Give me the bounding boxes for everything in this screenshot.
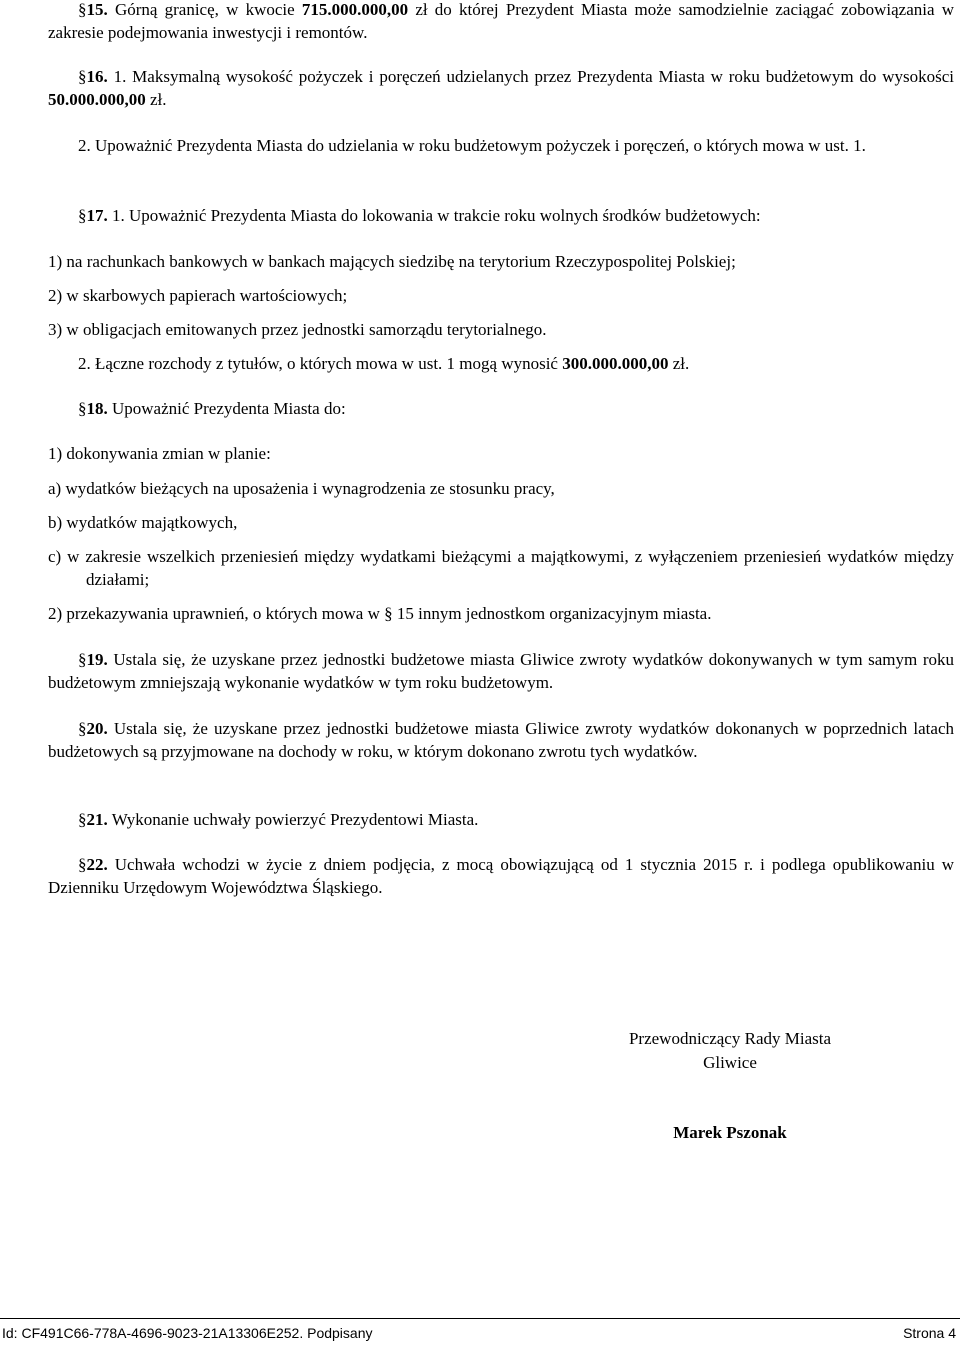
paragraph-sign: § <box>78 855 87 874</box>
paragraph-sign: § <box>384 604 393 623</box>
section-number: 19. <box>86 650 108 669</box>
paragraph-sign: § <box>78 0 87 19</box>
section-number: 18. <box>86 399 108 418</box>
document-id: Id: CF491C66-778A-4696-9023-21A13306E252. Podpisany <box>2 1325 373 1341</box>
section-number: 22. <box>86 855 108 874</box>
footer-divider <box>0 1318 960 1319</box>
section-16-para-1: §16. 1. Maksymalną wysokość pożyczek i poręczeń udzielanych przez Prezydenta Miasta w roku budżetowym do wysokości 50.000.000,00 zł. <box>48 67 954 109</box>
section-22: §22. Uchwała wchodzi w życie z dniem podjęcia, z mocą obowiązującą od 1 stycznia 2015 r. i podlega opublikowaniu w Dzienniku Urzędowym Województwa Śląskiego. <box>48 855 954 897</box>
sub-list-item: c) w zakresie wszelkich przeniesień między wydatkami bieżącymi a majątkowymi, z wyłączeniem przeniesień wydatków między działami; <box>48 547 954 589</box>
section-number: 21. <box>86 810 108 829</box>
signature-role: Przewodniczący Rady Miasta <box>628 1029 832 1048</box>
list-item: 3) w obligacjach emitowanych przez jednostki samorządu terytorialnego. <box>48 320 547 339</box>
section-17-intro: §17. 1. Upoważnić Prezydenta Miasta do lokowania w trakcie roku wolnych środków budżetowych: <box>78 206 761 225</box>
signature-name: Marek Pszonak <box>673 1123 787 1142</box>
section-17-para-2: 2. Łączne rozchody z tytułów, o których mowa w ust. 1 mogą wynosić 300.000.000,00 zł. <box>78 354 690 373</box>
section-number: 17. <box>86 206 108 225</box>
paragraph-sign: § <box>78 67 87 86</box>
section-19: §19. Ustala się, że uzyskane przez jednostki budżetowe miasta Gliwice zwroty wydatków dokonywanych w tym samym roku budżetowym zmniejszają wykonanie wydatków w tym roku budżetowym. <box>48 650 954 692</box>
paragraph-sign: § <box>78 399 87 418</box>
page-number: Strona 4 <box>903 1325 956 1341</box>
sub-list-item: a) wydatków bieżących na uposażenia i wynagrodzenia ze stosunku pracy, <box>48 479 555 498</box>
paragraph-sign: § <box>78 719 87 738</box>
list-item: 2) w skarbowych papierach wartościowych; <box>48 286 348 305</box>
paragraph-sign: § <box>78 206 87 225</box>
section-20: §20. Ustala się, że uzyskane przez jednostki budżetowe miasta Gliwice zwroty wydatków dokonanych w poprzednich latach budżetowych są przyjmowane na dochody w roku, w którym dokonano zwrotu tych wydatków. <box>48 719 954 761</box>
section-18-intro: §18. Upoważnić Prezydenta Miasta do: <box>78 399 346 418</box>
paragraph-sign: § <box>78 650 87 669</box>
signature-city: Gliwice <box>703 1053 757 1072</box>
list-item: 1) na rachunkach bankowych w bankach mających siedzibę na terytorium Rzeczypospolitej Polskiej; <box>48 252 736 271</box>
section-21: §21. Wykonanie uchwały powierzyć Prezydentowi Miasta. <box>78 810 479 829</box>
section-number: 16. <box>86 67 108 86</box>
sub-list-item: b) wydatków majątkowych, <box>48 513 238 532</box>
section-16-para-2: 2. Upoważnić Prezydenta Miasta do udzielania w roku budżetowym pożyczek i poręczeń, o których mowa w ust. 1. <box>78 136 866 155</box>
section-number: 15. <box>86 0 108 19</box>
section-number: 20. <box>86 719 108 738</box>
section-15: §15. Górną granicę, w kwocie 715.000.000,00 zł do której Prezydent Miasta może samodzielnie zaciągać zobowiązania w zakresie podejmowania inwestycji i remontów. <box>48 0 954 42</box>
list-item: 1) dokonywania zmian w planie: <box>48 444 271 463</box>
list-item: 2) przekazywania uprawnień, o których mowa w § 15 innym jednostkom organizacyjnym miasta. <box>48 604 712 623</box>
page-footer <box>2 1324 956 1342</box>
paragraph-sign: § <box>78 810 87 829</box>
